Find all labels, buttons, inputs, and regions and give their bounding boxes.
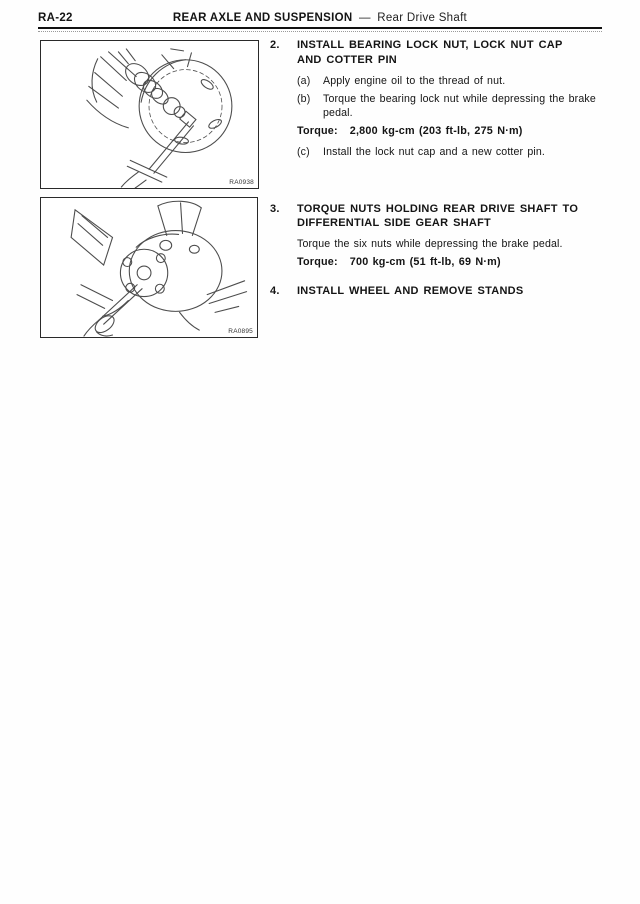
header-rule	[38, 27, 602, 29]
torque-spec	[297, 124, 600, 139]
torque-wrench-illustration	[41, 198, 257, 337]
step-title: INSTALL BEARING LOCK NUT, LOCK NUT CAP AND COTTER PIN	[297, 39, 563, 66]
page-header	[0, 0, 640, 26]
substep-label: (b)	[297, 92, 311, 105]
torque-spec	[297, 255, 600, 270]
step-number: 3.	[270, 202, 280, 215]
header-title	[0, 12, 640, 24]
section-title: REAR AXLE AND SUSPENSION	[172, 12, 353, 24]
step-torque-nuts	[270, 202, 600, 271]
figure-bearing-lock-nut	[40, 40, 259, 189]
step-title: TORQUE NUTS HOLDING REAR DRIVE SHAFT TO DIFFERENTIAL SIDE GEAR SHAFT	[297, 202, 579, 229]
torque-value: 2,800 kg-cm (203 ft-lb, 275 N·m)	[349, 125, 523, 137]
substep-label: (c)	[297, 145, 310, 158]
substeps	[297, 74, 600, 159]
title-dash: —	[358, 12, 371, 24]
subsection-title: Rear Drive Shaft	[377, 12, 468, 24]
page-code: RA-22	[38, 12, 73, 24]
substep-c	[297, 145, 600, 159]
substep-text: Torque the bearing lock nut while depressing the brake pedal.	[323, 92, 596, 119]
step-number: 2.	[270, 39, 280, 51]
substep-text: Install the lock nut cap and a new cotter pin.	[323, 145, 546, 158]
figure-differential-nuts	[40, 197, 258, 338]
torque-label: Torque:	[297, 125, 338, 137]
header-rule-shadow	[38, 31, 602, 32]
step-install-bearing-lock-nut	[270, 38, 600, 159]
drive-shaft-illustration	[41, 41, 258, 188]
step-number: 4.	[270, 285, 280, 297]
torque-label: Torque:	[297, 256, 338, 268]
step-body: Torque the six nuts while depressing the brake pedal.	[297, 237, 563, 250]
substep-text: Apply engine oil to the thread of nut.	[323, 75, 506, 87]
step-title: INSTALL WHEEL AND REMOVE STANDS	[297, 285, 524, 297]
instructions-column	[270, 38, 600, 299]
step-install-wheel	[270, 284, 600, 299]
torque-value: 700 kg-cm (51 ft-lb, 69 N·m)	[349, 256, 501, 268]
figure-code: RA0895	[228, 328, 253, 335]
substep-a	[297, 74, 600, 88]
figure-code: RA0938	[229, 179, 254, 186]
substep-label: (a)	[297, 75, 311, 87]
substep-b	[297, 92, 600, 120]
